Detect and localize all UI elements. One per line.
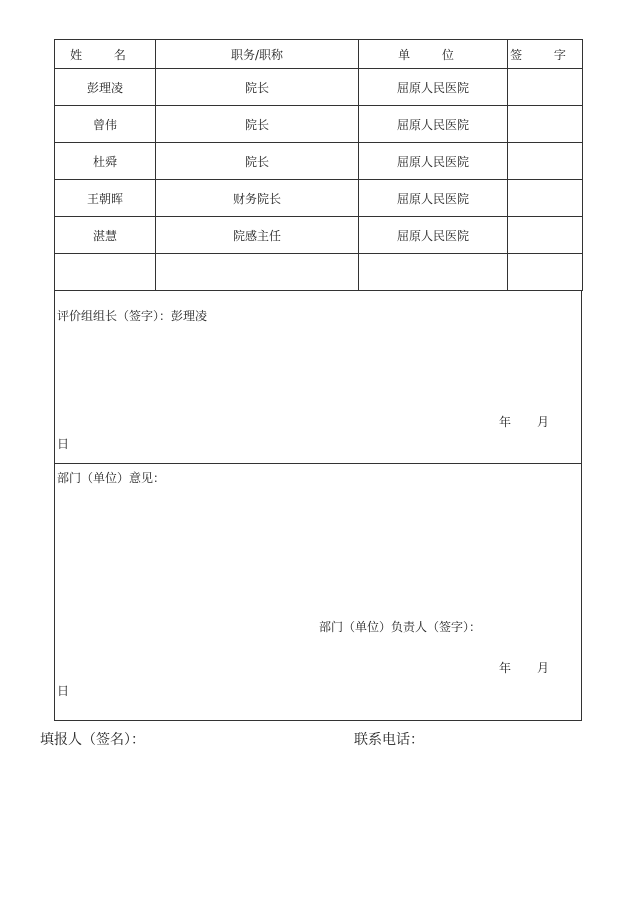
evaluation-members-table — [54, 39, 583, 291]
table-row — [55, 254, 583, 291]
evaluation-form — [54, 39, 582, 721]
cell-name: 曾伟 — [55, 106, 156, 143]
leader-date-year: 年 — [499, 415, 512, 429]
cell-signature — [508, 217, 583, 254]
cell-unit: 屈原人民医院 — [359, 106, 508, 143]
cell-title: 院长 — [156, 106, 359, 143]
cell-unit: 屈原人民医院 — [359, 180, 508, 217]
table-header-row — [55, 40, 583, 69]
table-row — [55, 143, 583, 180]
cell-unit: 屈原人民医院 — [359, 143, 508, 180]
filler-signature-label: 填报人（签名）： — [40, 732, 145, 748]
header-signature: 签 字 — [508, 40, 583, 69]
cell-unit: 屈原人民医院 — [359, 69, 508, 106]
department-opinion-section — [54, 464, 582, 721]
cell-title: 院长 — [156, 69, 359, 106]
leader-date-day: 日 — [57, 437, 70, 451]
cell-title: 院感主任 — [156, 217, 359, 254]
leader-date-month: 月 — [537, 415, 550, 429]
department-opinion-label: 部门（单位）意见： — [57, 471, 166, 485]
table-row — [55, 217, 583, 254]
cell-title: 院长 — [156, 143, 359, 180]
department-head-signature-label: 部门（单位）负责人（签字）： — [319, 620, 482, 634]
cell-unit — [359, 254, 508, 291]
leader-signature-section — [54, 291, 582, 464]
table-row — [55, 69, 583, 106]
department-date-year: 年 — [499, 661, 512, 675]
contact-phone-label: 联系电话： — [354, 732, 424, 748]
header-title: 职务/职称 — [156, 40, 359, 69]
cell-name: 王朝晖 — [55, 180, 156, 217]
cell-signature — [508, 69, 583, 106]
department-date-day: 日 — [57, 684, 70, 698]
cell-title: 财务院长 — [156, 180, 359, 217]
cell-name: 杜舜 — [55, 143, 156, 180]
table-row — [55, 106, 583, 143]
cell-name — [55, 254, 156, 291]
cell-name: 彭理凌 — [55, 69, 156, 106]
department-date-month: 月 — [537, 661, 550, 675]
table-row — [55, 180, 583, 217]
cell-title — [156, 254, 359, 291]
cell-name: 湛慧 — [55, 217, 156, 254]
leader-signature-label: 评价组组长（签字）：彭理凌 — [57, 309, 208, 323]
cell-unit: 屈原人民医院 — [359, 217, 508, 254]
header-name: 姓 名 — [55, 40, 156, 69]
cell-signature — [508, 106, 583, 143]
cell-signature — [508, 143, 583, 180]
cell-signature — [508, 254, 583, 291]
cell-signature — [508, 180, 583, 217]
header-unit: 单 位 — [359, 40, 508, 69]
